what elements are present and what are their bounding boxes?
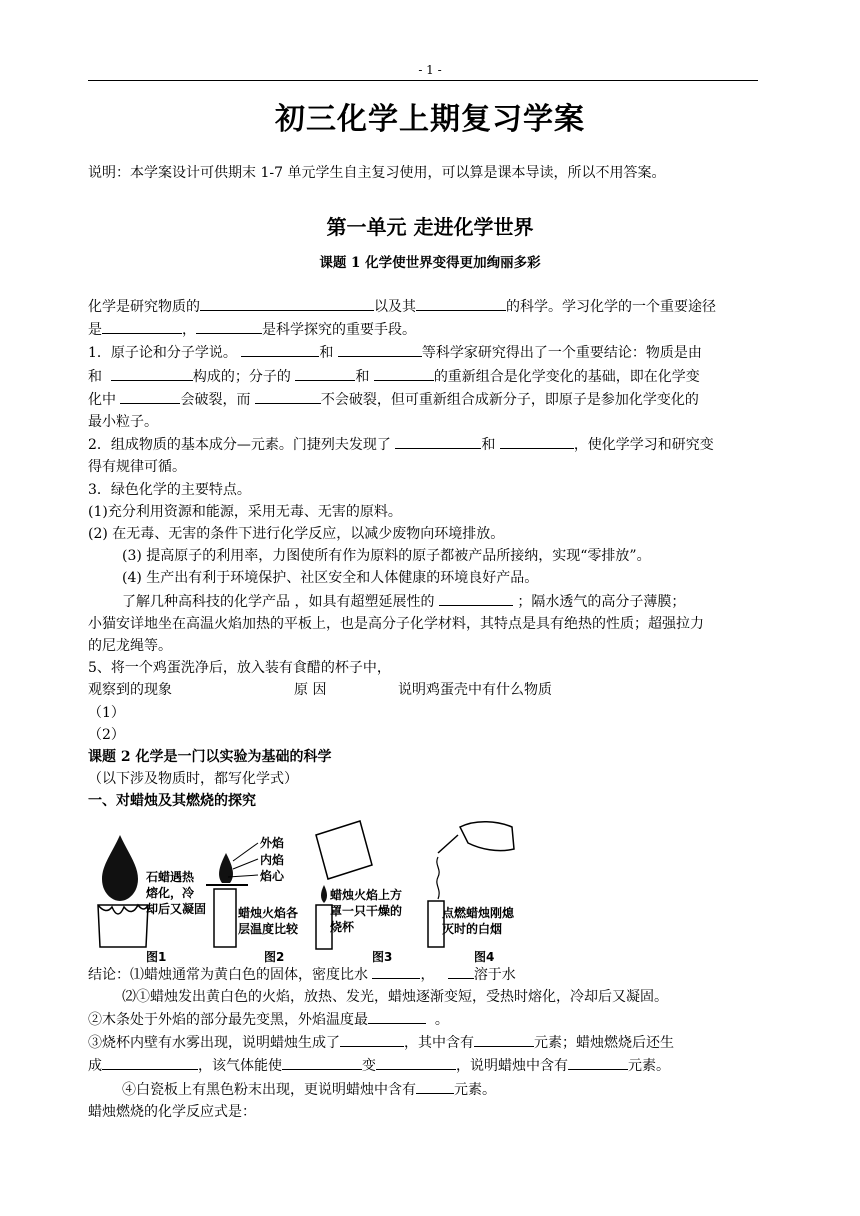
fill-blank[interactable] bbox=[439, 590, 513, 606]
paragraph: ⑵①蜡烛发出黄白色的火焰，放热、发光，蜡烛逐渐变短，受热时熔化，冷却后又凝固。 bbox=[122, 988, 668, 1005]
svg-text:内焰: 内焰 bbox=[260, 852, 285, 867]
paragraph: (2) 在无毒、无害的条件下进行化学反应，以减少废物向环境排放。 bbox=[88, 526, 505, 543]
figure-2 bbox=[206, 835, 299, 947]
paragraph: 化学是研究物质的 以及其 的科学。学习化学的一个重要途径 bbox=[88, 295, 760, 318]
table-row: （2） bbox=[88, 726, 125, 743]
svg-text:石蜡遇热: 石蜡遇热 bbox=[146, 869, 195, 884]
paragraph: 是 ， 是科学探究的重要手段。 bbox=[88, 318, 760, 341]
paragraph: (4) 生产出有利于环境保护、社区安全和人体健康的环境良好产品。 bbox=[122, 570, 539, 587]
figure-3 bbox=[316, 821, 402, 949]
paragraph: 结论：⑴蜡烛通常为黄白色的固体，密度比水 ， 溶于水 bbox=[88, 963, 760, 986]
fill-blank[interactable] bbox=[374, 365, 434, 381]
fill-blank[interactable] bbox=[376, 1054, 456, 1070]
paragraph: （以下涉及物质时，都写化学式） bbox=[88, 771, 298, 788]
svg-text:外焰: 外焰 bbox=[260, 835, 285, 850]
fill-blank[interactable] bbox=[295, 365, 355, 381]
header-rule bbox=[88, 80, 758, 81]
svg-text:蜡烛火焰上方: 蜡烛火焰上方 bbox=[330, 887, 403, 902]
paragraph: 蜡烛燃烧的化学反应式是： bbox=[88, 1103, 256, 1120]
svg-text:蜡烛火焰各: 蜡烛火焰各 bbox=[238, 905, 299, 920]
paragraph: ④白瓷板上有黑色粉末出现，更说明蜡烛中含有 元素。 bbox=[88, 1078, 760, 1101]
fill-blank[interactable] bbox=[255, 388, 321, 404]
fill-blank[interactable] bbox=[500, 433, 574, 449]
svg-text:罩一只干燥的: 罩一只干燥的 bbox=[330, 903, 403, 918]
page-number: - 1 - bbox=[418, 63, 442, 77]
paragraph: 2．组成物质的基本成分—元素。门捷列夫发现了 和 ，使化学学习和研究变 得有规律可循。 bbox=[88, 433, 760, 478]
unit-heading: 第一单元 走进化学世界 bbox=[326, 215, 534, 239]
fill-blank[interactable] bbox=[448, 963, 474, 979]
paragraph: (1)充分利用资源和能源，采用无毒、无害的原料。 bbox=[88, 503, 402, 520]
fill-blank[interactable] bbox=[282, 1054, 362, 1070]
figure-caption: 图4 bbox=[474, 949, 495, 963]
fill-blank[interactable] bbox=[568, 1054, 628, 1070]
paragraph: 5、将一个鸡蛋洗净后，放入装有食醋的杯子中， bbox=[88, 660, 391, 677]
paragraph: 了解几种高科技的化学产品 ，如具有超塑延展性的 ；隔水透气的高分子薄膜； 小猫安详地坐在高温火焰加热的平板上，也是高分子化学材料，其特点是具有绝热的性质；超强拉力 的尼龙绳等。 bbox=[88, 590, 760, 658]
fill-blank[interactable] bbox=[368, 1008, 426, 1024]
fill-blank[interactable] bbox=[120, 388, 180, 404]
svg-text:熔化，冷: 熔化，冷 bbox=[146, 885, 195, 900]
table-row: （1） bbox=[88, 704, 125, 721]
fill-blank[interactable] bbox=[111, 365, 193, 381]
fill-blank[interactable] bbox=[338, 341, 422, 357]
fill-blank[interactable] bbox=[416, 1078, 454, 1094]
fill-blank[interactable] bbox=[340, 1031, 404, 1047]
fill-blank[interactable] bbox=[416, 295, 506, 311]
fill-blank[interactable] bbox=[102, 1054, 198, 1070]
figure-caption: 图3 bbox=[372, 949, 393, 963]
page-title: 初三化学上期复习学案 bbox=[275, 102, 585, 137]
lesson-heading: 课题 1 化学使世界变得更加绚丽多彩 bbox=[319, 255, 541, 271]
svg-text:却后又凝固: 却后又凝固 bbox=[146, 901, 207, 916]
paragraph: ②木条处于外焰的部分最先变黑，外焰温度最 。 bbox=[88, 1008, 760, 1031]
fill-blank[interactable] bbox=[102, 318, 182, 334]
figure-1 bbox=[98, 835, 206, 947]
paragraph: 1．原子论和分子学说。 和 等科学家研究得出了一个重要结论：物质是由 和 构成的；分子的 和 的重新组合是化学变化的基础，即在化学变 化中 会破裂，而 不会破裂，但可重新组合成新分子，即原子是参加化学变化的 最小粒子。 bbox=[88, 341, 760, 433]
paragraph: (3) 提高原子的利用率，力图使所有作为原料的原子都被产品所接纳，实现“零排放”。 bbox=[122, 548, 651, 565]
table-header: 观察到的现象 原 因 说明鸡蛋壳中有什么物质 bbox=[88, 682, 552, 699]
fill-blank[interactable] bbox=[474, 1031, 534, 1047]
svg-text:灭时的白烟: 灭时的白烟 bbox=[442, 921, 503, 936]
svg-text:点燃蜡烛刚熄: 点燃蜡烛刚熄 bbox=[442, 905, 515, 920]
figure-caption: 图1 bbox=[146, 949, 167, 963]
fill-blank[interactable] bbox=[241, 341, 319, 357]
paragraph: ③烧杯内壁有水雾出现，说明蜡烛生成了 ，其中含有 元素；蜡烛燃烧后还生 成 ，该气体能使 变 ，说明蜡烛中含有 元素。 bbox=[88, 1031, 760, 1077]
intro-note: 说明：本学案设计可供期末 1-7 单元学生自主复习使用，可以算是课本导读，所以不用答案。 bbox=[88, 165, 666, 181]
candle-illustration bbox=[88, 813, 518, 963]
lesson-heading: 课题 2 化学是一门以实验为基础的科学 bbox=[88, 749, 332, 766]
fill-blank[interactable] bbox=[372, 963, 420, 979]
fill-blank[interactable] bbox=[200, 295, 374, 311]
svg-text:焰心: 焰心 bbox=[260, 868, 285, 883]
candle-experiment-figure bbox=[88, 813, 518, 963]
fill-blank[interactable] bbox=[196, 318, 262, 334]
figure-caption: 图2 bbox=[264, 949, 285, 963]
section-heading: 一、对蜡烛及其燃烧的探究 bbox=[88, 793, 256, 810]
document-body bbox=[88, 295, 760, 1123]
svg-text:层温度比较: 层温度比较 bbox=[238, 921, 299, 936]
svg-text:烧杯: 烧杯 bbox=[330, 919, 355, 934]
fill-blank[interactable] bbox=[395, 433, 481, 449]
figure-4 bbox=[428, 821, 515, 946]
paragraph: 3．绿色化学的主要特点。 bbox=[88, 481, 251, 498]
